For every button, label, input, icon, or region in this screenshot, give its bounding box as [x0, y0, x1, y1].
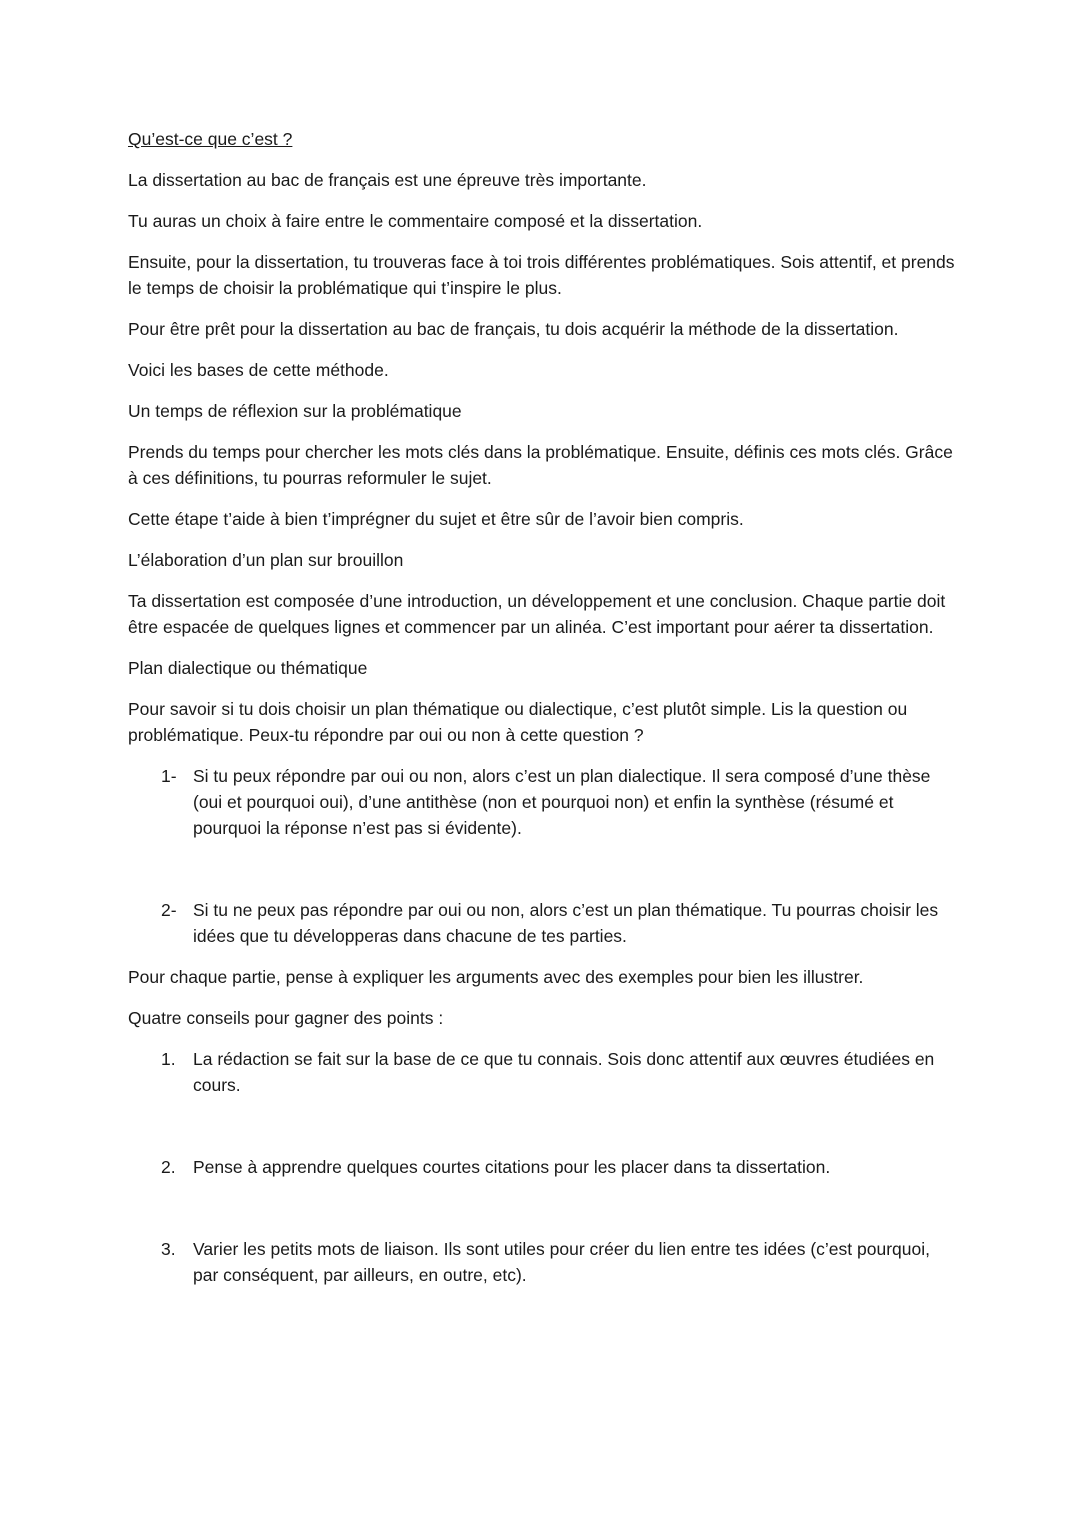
paragraph: Pour savoir si tu dois choisir un plan thématique ou dialectique, c’est plutôt simple. Lis la question ou problématique. Peux-tu répondre par oui ou non à cette question ?: [128, 699, 908, 745]
list-item-text: Si tu peux répondre par oui ou non, alors c’est un plan dialectique. Il sera composé d’une thèse (oui et pourquoi oui), d’une antithèse (non et pourquoi non) et enfin la synthèse (résumé et pourquoi la réponse n’est pas si évidente).: [193, 766, 931, 838]
section-heading: Qu’est-ce que c’est ?: [128, 129, 293, 149]
paragraph: Quatre conseils pour gagner des points :: [128, 1008, 444, 1028]
list-item-text: Pense à apprendre quelques courtes citations pour les placer dans ta dissertation.: [193, 1157, 831, 1177]
list-item-text: Varier les petits mots de liaison. Ils sont utiles pour créer du lien entre tes idées (c’est pourquoi, par conséquent, par ailleurs, en outre, etc).: [193, 1239, 930, 1285]
paragraph: Pour chaque partie, pense à expliquer les arguments avec des exemples pour bien les illustrer.: [128, 967, 864, 987]
paragraph: Pour être prêt pour la dissertation au bac de français, tu dois acquérir la méthode de la dissertation.: [128, 319, 899, 339]
list-item: [128, 763, 958, 841]
list-item-text: La rédaction se fait sur la base de ce que tu connais. Sois donc attentif aux œuvres étudiées en cours.: [193, 1049, 935, 1095]
list-item: [128, 1154, 958, 1180]
subheading: L’élaboration d’un plan sur brouillon: [128, 550, 404, 570]
paragraph: Cette étape t’aide à bien t’imprégner du sujet et être sûr de l’avoir bien compris.: [128, 509, 744, 529]
paragraph: Tu auras un choix à faire entre le commentaire composé et la dissertation.: [128, 211, 703, 231]
list-item-text: Si tu ne peux pas répondre par oui ou non, alors c’est un plan thématique. Tu pourras choisir les idées que tu développeras dans chacune de tes parties.: [193, 900, 939, 946]
paragraph: Ta dissertation est composée d’une introduction, un développement et une conclusion. Chaque partie doit être espacée de quelques lignes et commencer par un alinéa. C’est important pour aérer ta dissertation.: [128, 591, 946, 637]
list-number: 1-: [161, 766, 177, 786]
list-number: 2.: [161, 1157, 176, 1177]
list-item: [128, 1046, 958, 1098]
list-item: [128, 897, 958, 949]
document-page: [128, 126, 958, 1288]
paragraph: Voici les bases de cette méthode.: [128, 360, 389, 380]
subheading: Un temps de réflexion sur la problématique: [128, 401, 462, 421]
paragraph: La dissertation au bac de français est une épreuve très importante.: [128, 170, 647, 190]
list-item: [128, 1236, 958, 1288]
tips-list: [128, 1046, 958, 1288]
paragraph: Prends du temps pour chercher les mots clés dans la problématique. Ensuite, définis ces mots clés. Grâce à ces définitions, tu pourras reformuler le sujet.: [128, 442, 953, 488]
list-number: 1.: [161, 1049, 176, 1069]
plan-list: [128, 763, 958, 949]
list-number: 2-: [161, 900, 177, 920]
paragraph: Ensuite, pour la dissertation, tu trouveras face à toi trois différentes problématiques. Sois attentif, et prends le temps de choisir la problématique qui t’inspire le plus.: [128, 252, 955, 298]
subheading: Plan dialectique ou thématique: [128, 658, 368, 678]
list-number: 3.: [161, 1239, 176, 1259]
